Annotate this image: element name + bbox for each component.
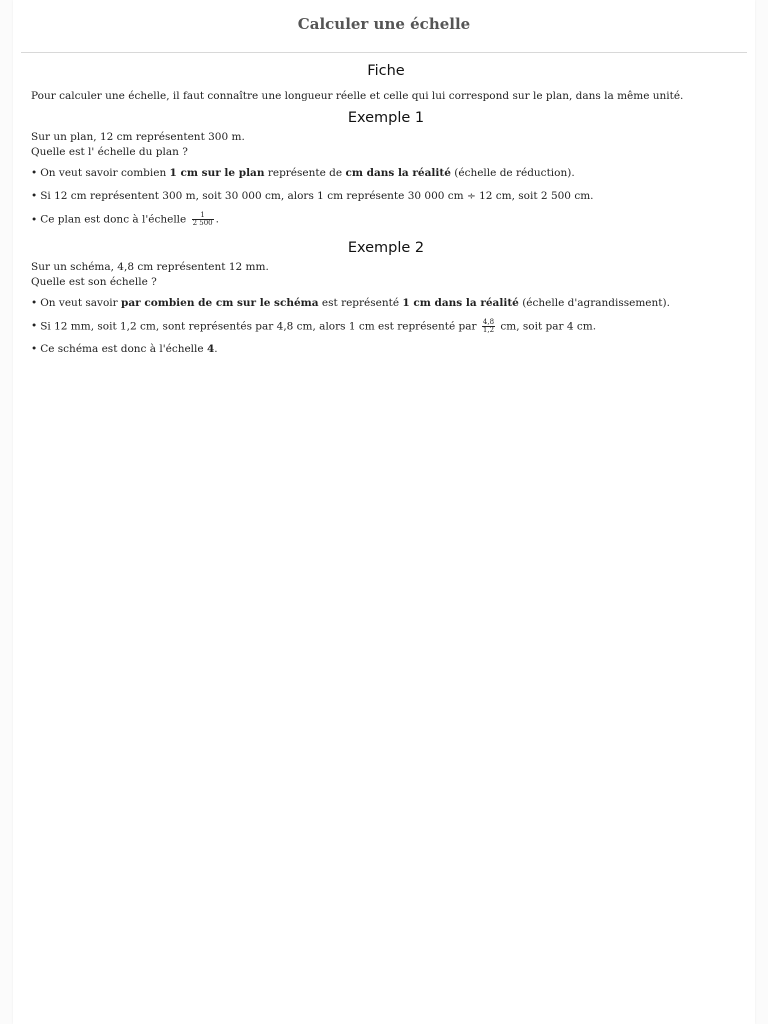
bullet-dot	[31, 190, 40, 202]
bullet-dot	[31, 297, 40, 309]
text: .	[215, 213, 219, 226]
fraction-numerator: 1	[200, 211, 205, 219]
fraction	[482, 319, 495, 334]
fraction-denominator: 1,2	[482, 325, 495, 334]
exemple2-heading: Exemple 2	[347, 239, 425, 256]
fraction-denominator: 2 500	[192, 219, 213, 227]
title-bar	[21, 0, 747, 53]
text: Si 12 cm représentent 300 m, soit 30 000 cm, alors 1 cm représente 30 000 cm ÷ 12 cm, soit 2 500 cm.	[40, 190, 594, 202]
bullet-dot	[31, 167, 40, 179]
text: cm, soit par 4 cm.	[497, 320, 597, 332]
exemple1-bullet-1	[31, 166, 741, 181]
text: représente de	[264, 167, 346, 179]
exemple1-statement	[31, 130, 741, 145]
exemple2-bullet-3	[31, 342, 741, 357]
bold-text: cm dans la réalité	[345, 167, 451, 179]
text: .	[214, 343, 218, 355]
bold-text: 1 cm sur le plan	[169, 167, 265, 179]
bold-text: 4	[206, 343, 215, 355]
exemple1-line1: Sur un plan, 12 cm représentent 300 m.	[31, 131, 245, 143]
text: On veut savoir combien	[40, 167, 170, 179]
fraction-numerator: 4,8	[482, 317, 495, 326]
bullet-dot	[31, 320, 40, 332]
page-title: Calculer une échelle	[297, 15, 471, 33]
bullet-dot	[31, 343, 40, 355]
document-page	[13, 0, 755, 1024]
bullet-dot	[31, 214, 40, 226]
text: (échelle de réduction).	[450, 167, 575, 179]
exemple1-bullet-2	[31, 189, 741, 204]
text: est représenté	[318, 296, 403, 309]
exemple2-bullet-2	[31, 319, 741, 335]
exemple2-bullet-1	[31, 296, 741, 311]
bold-text: 1 cm dans la réalité	[402, 296, 519, 309]
text: On veut savoir	[40, 296, 121, 309]
content	[31, 64, 741, 357]
fiche-intro: Pour calculer une échelle, il faut connaître une longueur réelle et celle qui lui correspond sur le plan, dans la même unité.	[31, 90, 684, 102]
exemple2-statement: Sur un schéma, 4,8 cm représentent 12 mm.	[31, 260, 269, 273]
text: Ce schéma est donc à l'échelle	[40, 343, 207, 355]
text: Si 12 mm, soit 1,2 cm, sont représentés par 4,8 cm, alors 1 cm est représenté par	[40, 320, 480, 332]
exemple2-question: Quelle est son échelle ?	[31, 275, 157, 288]
exemple1-heading: Exemple 1	[347, 110, 425, 126]
exemple1-question: Quelle est l' échelle du plan ?	[31, 146, 188, 158]
text: (échelle d'agrandissement).	[518, 296, 670, 309]
text: Ce plan est donc à l'échelle	[40, 213, 190, 226]
fraction	[192, 212, 214, 227]
fiche-heading: Fiche	[367, 63, 405, 79]
bold-text: par combien de cm sur le schéma	[121, 296, 319, 309]
exemple1-bullet-3	[31, 212, 741, 228]
